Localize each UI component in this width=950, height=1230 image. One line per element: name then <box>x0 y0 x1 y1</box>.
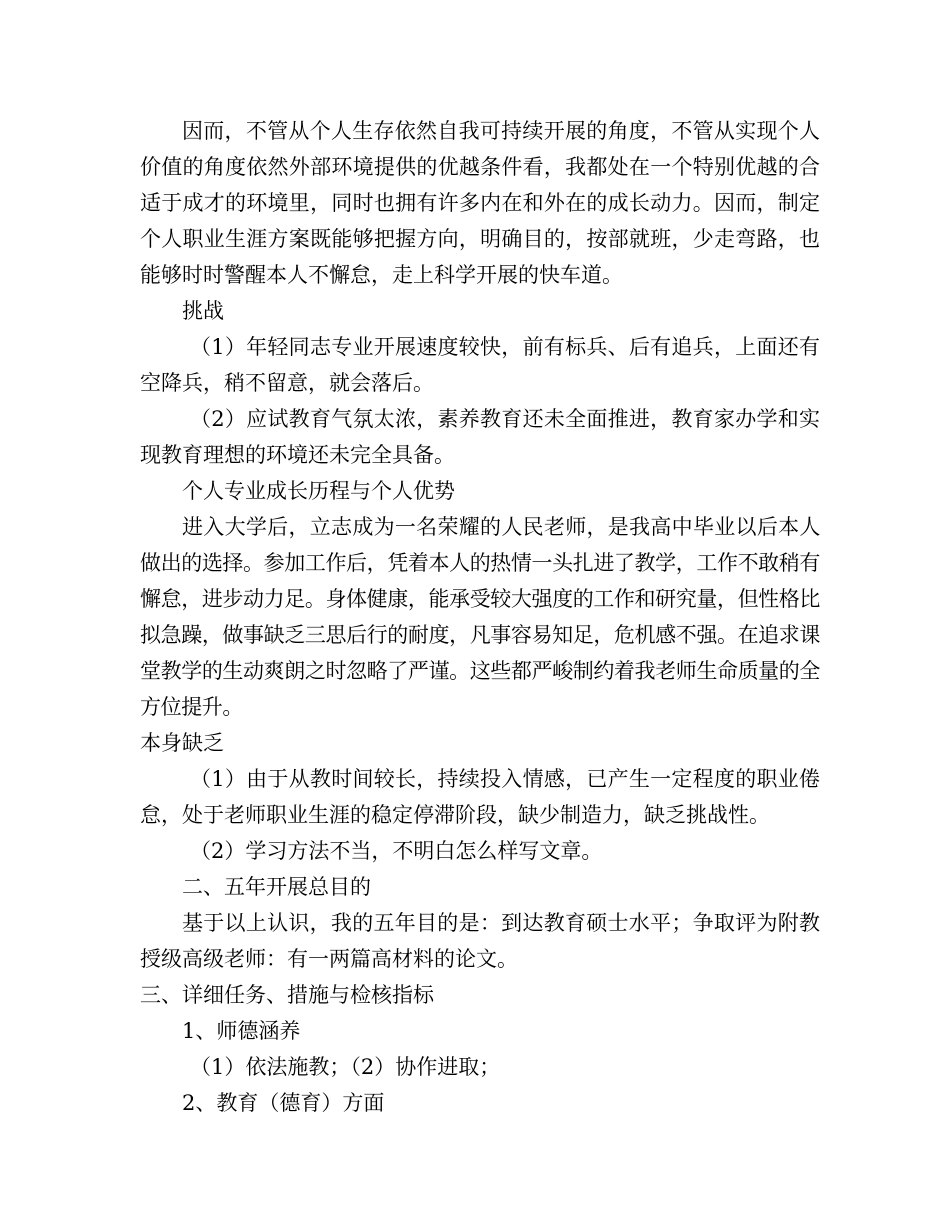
heading-tasks-measures: 三、详细任务、措施与检核指标 <box>140 983 434 1007</box>
document-body <box>140 113 820 1121</box>
heading-five-year-goal: 二、五年开展总目的 <box>182 875 371 899</box>
heading-teacher-ethics: 1、师德涵养 <box>182 1019 301 1043</box>
heading-shortcomings: 本身缺乏 <box>140 731 224 755</box>
paragraph-growth-history: 进入大学后，立志成为一名荣耀的人民老师，是我高中毕业以后本人做出的选择。参加工作后，凭着本人的热情一头扎进了教学，工作不敢稍有懈怠，进步动力足。身体健康，能承受较大强度的工作和研究量，但性格比拟急躁，做事缺乏三思后行的耐度，凡事容易知足，危机感不强。在追求课堂教学的生动爽朗之时忽略了严谨。这些都严峻制约着我老师生命质量的全方位提升。 <box>140 515 820 719</box>
list-item-challenge-1: （1）年轻同志专业开展速度较快，前有标兵、后有追兵，上面还有空降兵，稍不留意，就会落后。 <box>140 335 820 395</box>
heading-growth-history: 个人专业成长历程与个人优势 <box>182 479 455 503</box>
list-item-ethics-points: （1）依法施教；（2）协作进取； <box>190 1055 501 1079</box>
paragraph-advantages-summary: 因而，不管从个人生存依然自我可持续开展的角度，不管从实现个人价值的角度依然外部环境提供的优越条件看，我都处在一个特别优越的合适于成才的环境里，同时也拥有许多内在和外在的成长动力。因而，制定个人职业生涯方案既能够把握方向，明确目的，按部就班，少走弯路，也能够时时警醒本人不懈怠，走上科学开展的快车道。 <box>140 119 820 287</box>
heading-moral-education: 2、教育（德育）方面 <box>182 1091 385 1115</box>
heading-challenges: 挑战 <box>182 299 224 323</box>
paragraph-five-year-goal: 基于以上认识，我的五年目的是：到达教育硕士水平；争取评为附教授级高级老师：有一两篇高材料的论文。 <box>140 911 820 971</box>
list-item-shortcoming-2: （2）学习方法不当，不明白怎么样写文章。 <box>190 839 603 863</box>
list-item-shortcoming-1: （1）由于从教时间较长，持续投入情感，已产生一定程度的职业倦怠，处于老师职业生涯的稳定停滞阶段，缺少制造力，缺乏挑战性。 <box>140 767 820 827</box>
list-item-challenge-2: （2）应试教育气氛太浓，素养教育还未全面推进，教育家办学和实现教育理想的环境还未完全具备。 <box>140 407 820 467</box>
